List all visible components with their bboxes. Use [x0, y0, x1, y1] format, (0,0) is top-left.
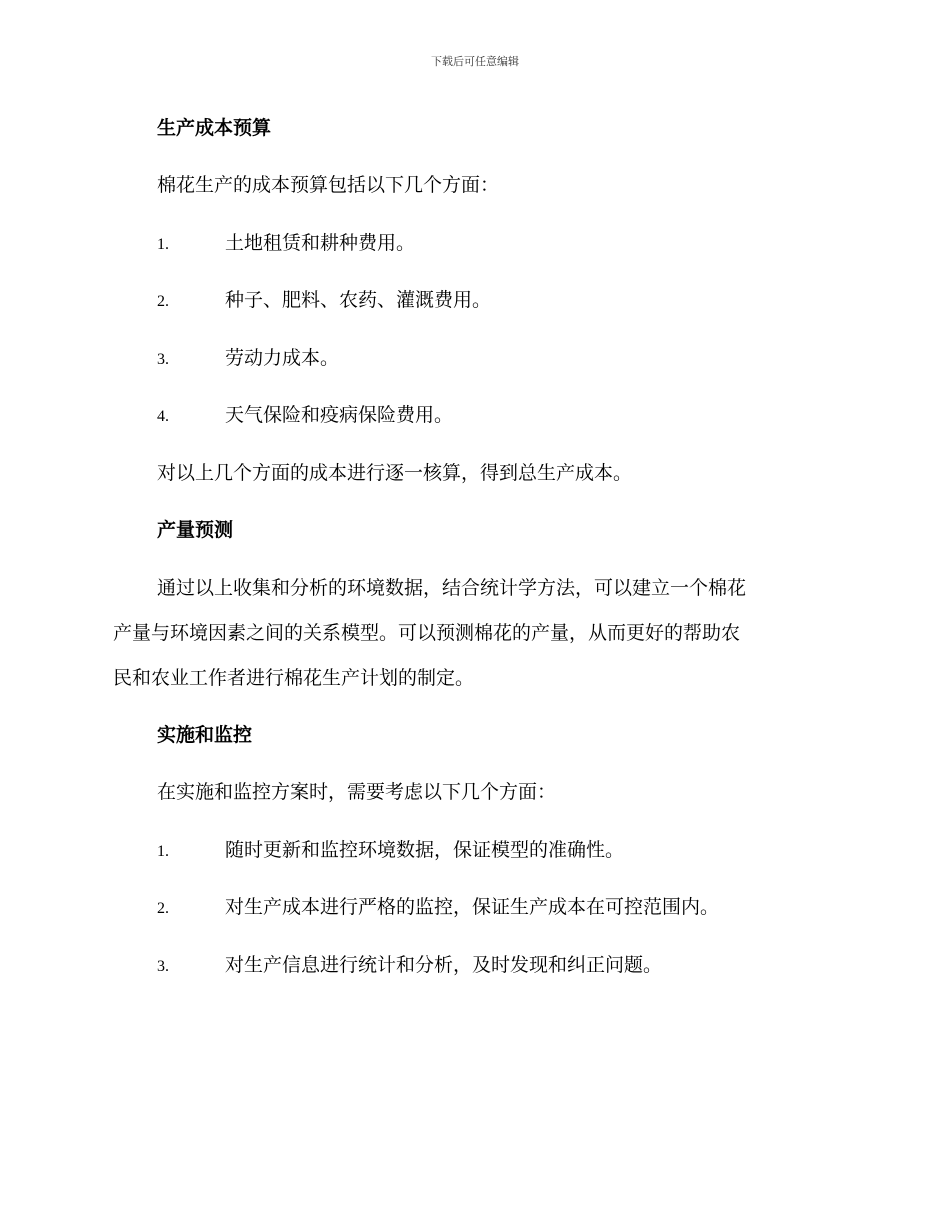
list-text: 对生产信息进行统计和分析，及时发现和纠正问题。 [225, 954, 663, 976]
paragraph-line: 民和农业工作者进行棉花生产计划的制定。 [113, 667, 475, 689]
list-item [157, 401, 857, 431]
list-item [157, 951, 857, 981]
line-text: 通过以上收集和分析的环境数据，结合统计学方法，可以建立一个棉花 [157, 577, 747, 599]
list-text: 种子、肥料、农药、灌溉费用。 [225, 289, 492, 311]
header-note: 下载后可任意编辑 [431, 55, 519, 68]
list-text: 土地租赁和耕种费用。 [225, 232, 416, 254]
monitor-intro: 在实施和监控方案时，需要考虑以下几个方面： [157, 781, 557, 803]
list-item [157, 229, 857, 259]
list-number: 1. [157, 236, 169, 253]
forecast-paragraph [113, 566, 833, 701]
list-text: 劳动力成本。 [225, 347, 340, 369]
list-text: 天气保险和疫病保险费用。 [225, 404, 454, 426]
list-item [157, 893, 857, 923]
list-item [157, 286, 857, 316]
list-item [157, 344, 857, 374]
list-text: 对生产成本进行严格的监控，保证生产成本在可控范围内。 [225, 896, 720, 918]
budget-intro: 棉花生产的成本预算包括以下几个方面： [157, 174, 500, 196]
section-heading-forecast: 产量预测 [157, 519, 234, 541]
paragraph-line [113, 566, 833, 611]
list-number: 1. [157, 843, 169, 860]
list-text: 随时更新和监控环境数据，保证模型的准确性。 [225, 839, 625, 861]
section-heading-monitor: 实施和监控 [157, 724, 253, 746]
budget-summary: 对以上几个方面的成本进行逐一核算，得到总生产成本。 [157, 462, 633, 484]
list-number: 3. [157, 351, 169, 368]
list-number: 2. [157, 293, 169, 310]
list-item [157, 836, 857, 866]
paragraph-line: 产量与环境因素之间的关系模型。可以预测棉花的产量，从而更好的帮助农 [113, 622, 741, 644]
list-number: 2. [157, 900, 169, 917]
list-number: 3. [157, 958, 169, 975]
section-heading-budget: 生产成本预算 [157, 117, 272, 139]
list-number: 4. [157, 408, 169, 425]
